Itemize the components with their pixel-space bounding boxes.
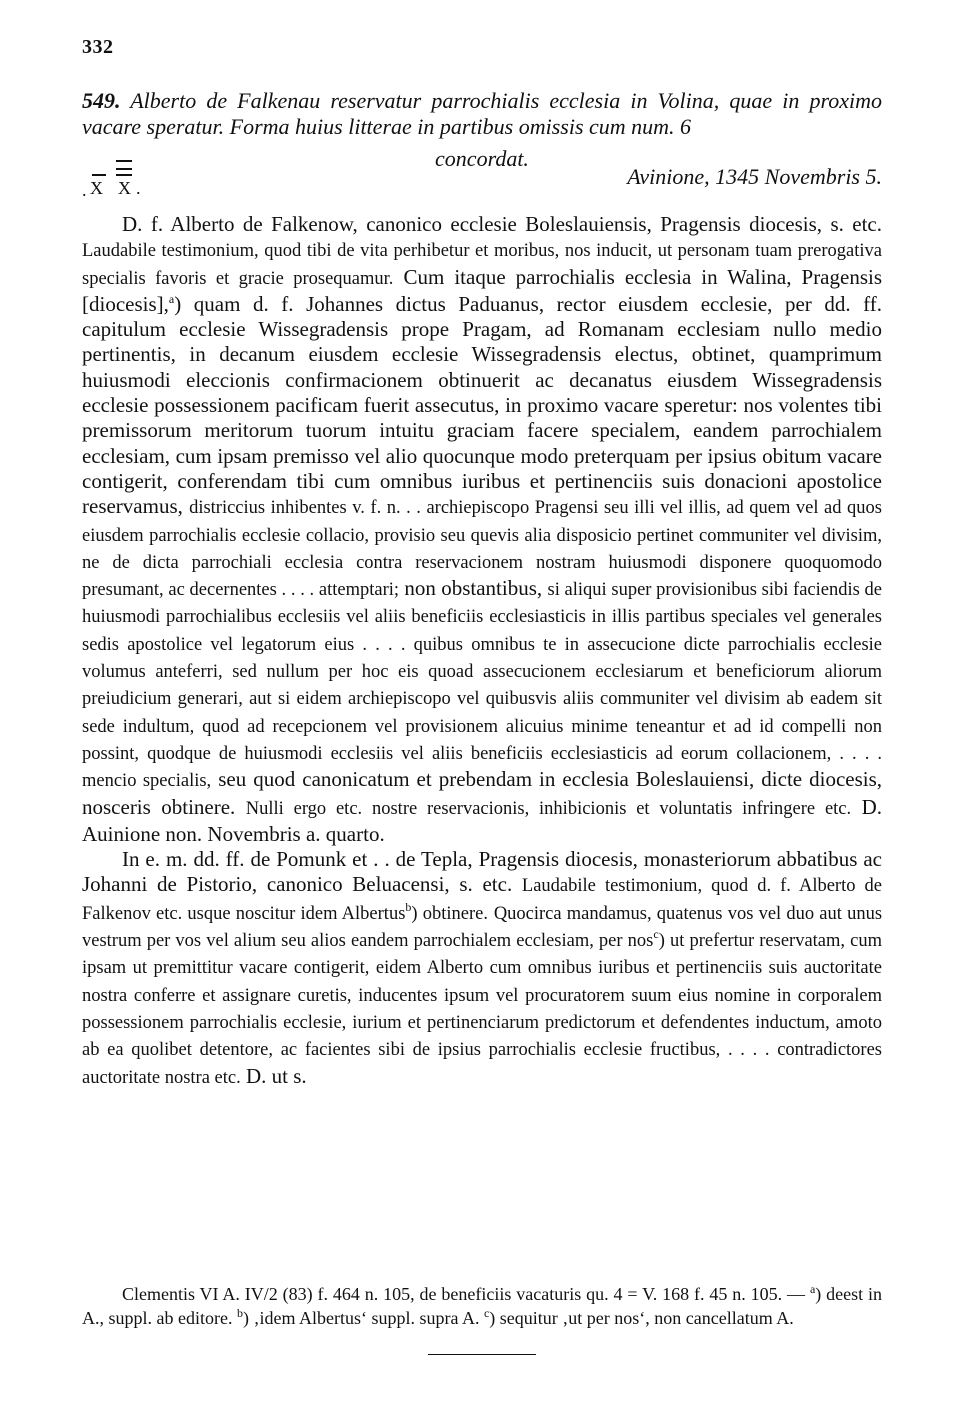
paragraph (82, 847, 882, 1091)
footnote-ref: a (168, 291, 175, 306)
footnote-text: ) ‚idem Albertus‘ suppl. supra A. (242, 1308, 480, 1328)
text-span: D. ut s. (245, 1063, 307, 1088)
footnotes (82, 1282, 882, 1330)
text-span: si aliqui super provisionibus sibi faciendis de huiusmodi parrochialibus ecclesiis vel aliis beneficiis ecclesiasticis in illis partibus speciales vel generales sedis apostolice vel legatorum eius . . . . quibus omnibus te in assecucione dicte parrochialis ecclesie volumus anteferri, sed nullum per hoc eis quoad assecucionem ecclesiarum et beneficiorum aliorum preiudicium generari, aut si eidem archiepiscopo vel quibusvis aliis communiter vel divisim ab eadem sit sede indultum, quod ad recepcionem vel provisionem alicuius minime teneantur et ad id compelli non possint, quodque de huiusmodi ecclesiis vel aliis beneficiis ecclesiasticis ad eorum collacionem, . . . . mencio specialis, (82, 580, 883, 792)
text-span: Quocirca mandamus, quatenus vos vel duo aut unus vestrum per vos vel alium seu alios eandem parrochialem ecclesiam, per nos (82, 903, 883, 952)
sigla-dot: . (82, 180, 87, 200)
entry-number: 549. (82, 88, 121, 113)
text-span: districcius inhibentes v. f. n. . . archiepiscopo Pragensi seu illi vel illis, ad quem vel ad quos eiusdem parrochialis ecclesie collacio, provisio seu quevis alia disposicio pertinet communiter vel divisim, ne de dicta parrochiali ecclesia contra reservacionem nostram huiusmodi disponere quoquomodo presumant, ac decernentes . . . . attemptari; (82, 498, 883, 601)
dateline: Avinione, 1345 Novembris 5. (627, 164, 882, 189)
footnote-mark: c (483, 1306, 490, 1320)
sigla-x-first: X (90, 178, 104, 198)
text-span: seu quod canonicatum et prebendam in ecclesia Boleslauiensi, dicte diocesis, nosceris obtinere. (82, 767, 883, 819)
text-span: non obstantibus, (404, 576, 543, 601)
text-span: Nulli ergo etc. nostre reservacionis, inhibicionis et voluntatis infringere etc. (245, 798, 852, 819)
end-rule (428, 1354, 536, 1355)
text-span: In e. m. dd. ff. de Pomunk et . . de Tepla, Pragensis diocesis, monasteriorum abbatibus ac Johanni de Pistorio, canonico Beluacensi, s. etc. (82, 847, 882, 897)
text-span: D. Auinione non. Novembris a. quarto. (82, 794, 882, 846)
footnote-mark: b (236, 1306, 243, 1320)
footnote-ref: b (405, 899, 412, 914)
text-span: Laudabile testimonium, quod tibi de vita perhibetur et moribus, nos inducit, ut personam tuam prerogativa specialis favoris et gracie prosequamur. (82, 241, 882, 289)
footnote-source: Clementis VI A. IV/2 (83) f. 464 n. 105, de beneficiis vacaturis qu. 4 = V. 168 f. 45 n. 105. — (122, 1284, 806, 1304)
sigla-x-second: X (118, 178, 131, 198)
footnote-paragraph (82, 1282, 882, 1330)
footnote-text: ) sequitur ‚ut per nos‘, non cancellatum A. (489, 1308, 794, 1328)
text-span: Cum itaque parrochialis ecclesia in Walina, Pragensis [diocesis], (82, 264, 883, 316)
document-body (82, 212, 882, 1091)
sigla-bar (116, 160, 132, 162)
concordat-line: concordat. (435, 146, 529, 171)
entry-summary: Alberto de Falkenau reservatur parrochialis ecclesia in Volina, quae in proximo vacare speratur. Forma huius litterae in partibus omissis cum num. 6 (82, 88, 882, 139)
paragraph (82, 212, 882, 847)
text-span: Laudabile testimonium, quod d. f. Alberto de Falkenov etc. usque noscitur idem Albertus (82, 876, 883, 924)
text-span: ) ut prefertur reservatam, cum ipsam ut premittitur vacare contigerit, eidem Alberto cum omnibus iuribus et pertinenciis suis auctoritate nostra conferre et assignare curetis, inducentes ipsum vel procuratorem suum eius nomine in corporalem possessionem parrochialis ecclesie, iurium et pertinenciarum predictorum et defendentes inductum, amoto ab ea quolibet detentore, ac facientes sibi de ipsius parrochialis ecclesie fructibus, . . . . contradictores auctoritate nostra etc. (82, 931, 882, 1088)
sigla-dot-end: . (136, 178, 141, 198)
footnote-mark: a (809, 1282, 816, 1296)
footnote-ref: c (653, 927, 659, 942)
text-span: ) obtinere. (411, 903, 488, 924)
entry-heading (82, 88, 882, 140)
page-number: 332 (82, 36, 114, 58)
text-span: ) quam d. f. Johannes dictus Paduanus, rector eiusdem ecclesie, per dd. ff. capitulum ecclesie Wissegradensis prope Pragam, ad Romanam ecclesiam nullo medio pertinentis, in decanum eiusdem ecclesie Wissegradensis electus, obtinet, quamprimum huiusmodi eleccionis confirmacionem obtinuerit ac decanatus eiusdem Wissegradensis ecclesie possessionem pacificam fuerit assecutus, in proximo vacare speretur: nos volentes tibi premissorum meritorum tuorum intuitu graciam facere specialem, eandem parrochialem ecclesiam, cum ipsam premisso vel alio quocunque modo preterquam per ipsius obitum vacare contigerit, conferendam tibi cum omnibus iuribus et pertinenciis suis donacioni apostolice reservamus, (82, 291, 882, 519)
footnote-text: ) deest in A., suppl. ab editore. (82, 1284, 883, 1328)
text-span: D. f. Alberto de Falkenow, canonico ecclesie Boleslauiensis, Pragensis diocesis, s. etc. (122, 212, 882, 236)
